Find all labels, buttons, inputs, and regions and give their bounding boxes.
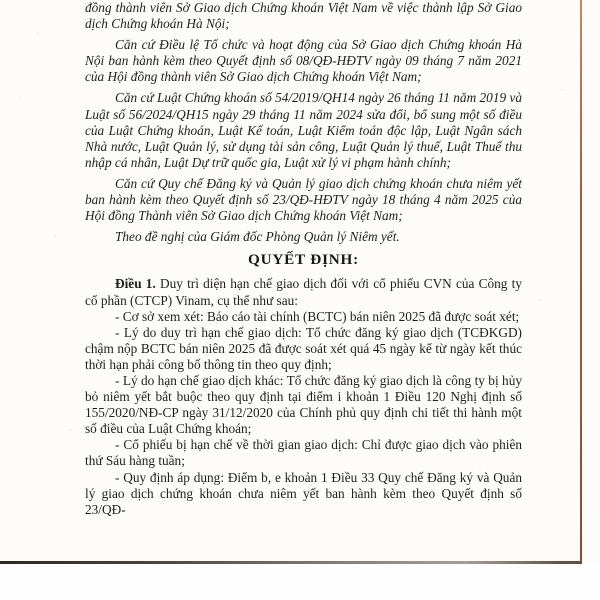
legal-basis-charter-paragraph: Căn cứ Điều lệ Tổ chức và hoạt động của Sở Giao dịch Chứng khoán Hà Nội ban hành kèm theo Quyết định số 08/QĐ-HĐTV ngày 09 tháng 7 năm 2021 của Hội đồng thành viên Sở Giao dịch Chứng khoán Việt Nam; <box>85 37 522 85</box>
legal-basis-securities-law-paragraph: Căn cứ Luật Chứng khoán số 54/2019/QH14 ngày 26 tháng 11 năm 2019 và Luật số 56/2024/QH15 ngày 29 tháng 11 năm 2024 sửa đổi, bổ sung một số điều của Luật Chứng khoán, Luật Kế toán, Luật Kiểm toán độc lập, Luật Ngân sách Nhà nước, Luật Quản lý, sử dụng tài sản công, Luật Quản lý thuế, Luật Thuế thu nhập cá nhân, Luật Dự trữ quốc gia, Luật xử lý vi phạm hành chính; <box>85 90 522 170</box>
page-edge-right-line <box>580 0 582 563</box>
article-1-paragraph <box>85 276 522 308</box>
decision-heading: QUYẾT ĐỊNH: <box>247 251 360 269</box>
article-1-text: Duy trì diện hạn chế giao dịch đối với cổ phiếu CVN của Công ty cổ phần (CTCP) Vinam, cụ thể như sau: <box>85 276 522 308</box>
legal-basis-regulation-paragraph: Căn cứ Quy chế Đăng ký và Quản lý giao dịch chứng khoán chưa niêm yết ban hành kèm theo Quyết định số 23/QĐ-HĐTV ngày 18 tháng 4 năm 2025 của Hội đồng Thành viên Sở Giao dịch Chứng khoán Việt Nam; <box>85 175 522 224</box>
list-item-applied-rule: - Quy định áp dụng: Điểm b, e khoản 1 Điều 33 Quy chế Đăng ký và Quản lý giao dịch chứng khoán chưa niêm yết ban hành kèm theo Quyết định số 23/QĐ- <box>85 469 522 517</box>
list-item-trading-time: - Cổ phiếu bị hạn chế về thời gian giao dịch: Chỉ được giao dịch vào phiên thứ Sáu hàng tuần; <box>85 437 522 469</box>
list-item-other-reason: - Lý do hạn chế giao dịch khác: Tổ chức đăng ký giao dịch là công ty bị hủy bỏ niêm yết bắt buộc theo quy định tại điểm i khoản 1 Điều 120 Nghị định số 155/2020/NĐ-CP ngày 31/12/2020 của Chính phủ quy định chi tiết thi hành một số điều của Luật Chứng khoán; <box>85 372 522 437</box>
article-1-label: Điều 1. <box>115 276 156 292</box>
preamble-continuation-paragraph: đồng thành viên Sở Giao dịch Chứng khoán Việt Nam về việc thành lập Sở Giao dịch Chứng khoán Hà Nội; <box>85 0 522 32</box>
proposal-paragraph: Theo đề nghị của Giám đốc Phòng Quản lý Niêm yết. <box>115 229 400 245</box>
scan-background-below-page <box>0 564 600 600</box>
list-item-restriction-reason: - Lý do duy trì hạn chế giao dịch: Tổ chức đăng ký giao dịch (TCĐKGD) chậm nộp BCTC bán niên 2025 đã được soát xét quá 45 ngày kể từ ngày kết thúc thời hạn phải công bố thông tin theo quy định; <box>85 324 522 372</box>
document-body <box>85 0 522 518</box>
list-item-review-basis: - Cơ sở xem xét: Báo cáo tài chính (BCTC) bán niên 2025 đã được soát xét; <box>115 308 520 324</box>
